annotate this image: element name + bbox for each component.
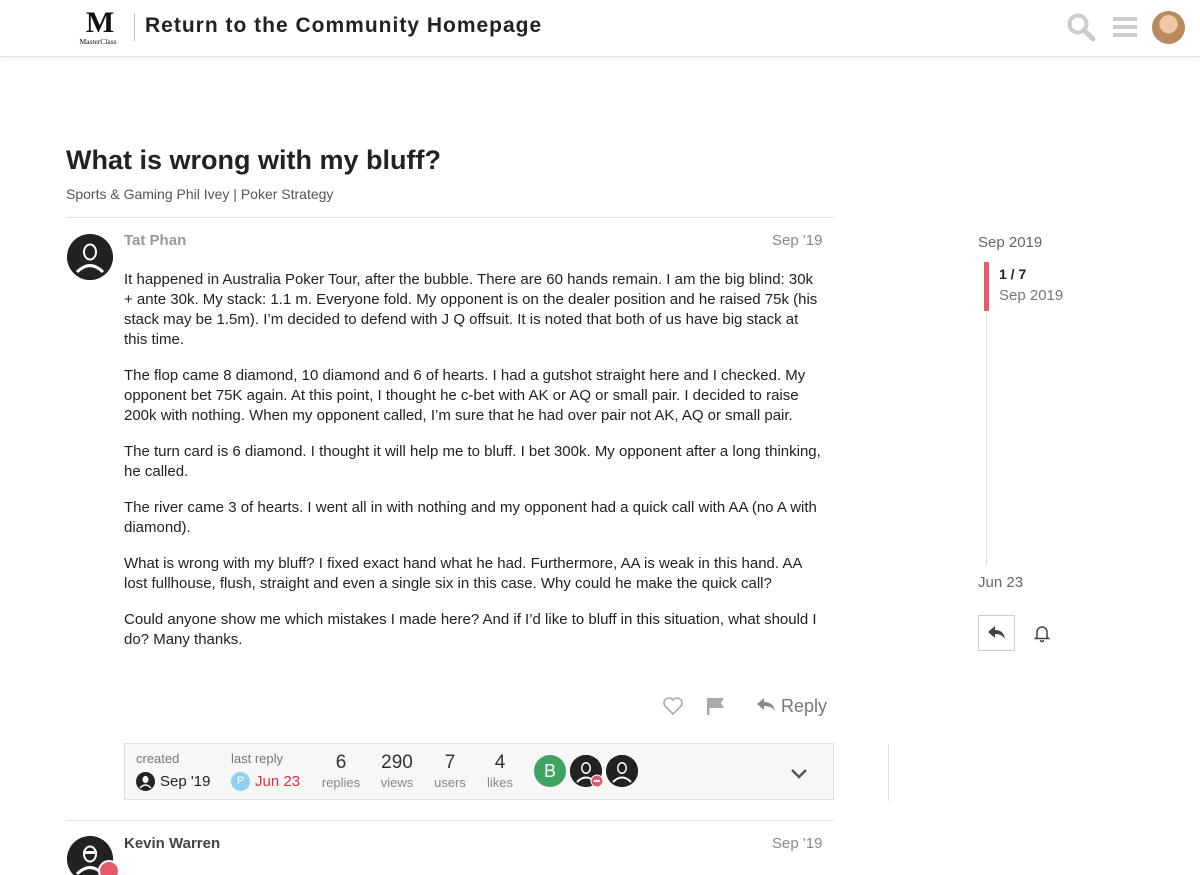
replies-count: 6 bbox=[335, 752, 347, 773]
avatar[interactable]: P bbox=[231, 772, 250, 791]
post-author[interactable]: Kevin Warren bbox=[124, 835, 221, 852]
timeline-start-date[interactable]: Sep 2019 bbox=[978, 234, 1043, 251]
avatar[interactable] bbox=[67, 234, 113, 280]
post-paragraph: The flop came 8 diamond, 10 diamond and 6 of hearts. I had a gutshot straight here and I checked. My opponent bet 75K again. At this point, I thought he c-bet with AK or AQ or small pair. I decided to raise 200k with nothing. When my opponent called, I’m sure that he had over pair not AK, AQ or small pair. bbox=[124, 367, 806, 424]
post-paragraph: The river came 3 of hearts. I went all in with nothing and my opponent had a quick call with AA (no A with diamond). bbox=[124, 499, 817, 536]
likes-count: 4 bbox=[494, 752, 506, 773]
timeline-reply-button[interactable] bbox=[978, 615, 1015, 651]
divider bbox=[888, 744, 889, 801]
return-home-link[interactable]: Return to the Community Homepage bbox=[145, 14, 543, 37]
replies-label: replies bbox=[321, 775, 361, 790]
site-header bbox=[0, 0, 1200, 57]
flag-icon[interactable] bbox=[705, 695, 727, 719]
heart-icon[interactable] bbox=[662, 695, 684, 719]
masterclass-logo[interactable] bbox=[70, 6, 126, 47]
post-date[interactable]: Sep '19 bbox=[772, 835, 823, 852]
views-count: 290 bbox=[381, 752, 413, 773]
header-divider bbox=[134, 13, 135, 41]
last-reply-date[interactable]: Jun 23 bbox=[255, 773, 301, 790]
timeline-current-date: Sep 2019 bbox=[999, 287, 1064, 304]
moderator-badge bbox=[98, 860, 120, 875]
hamburger-menu-icon[interactable] bbox=[1112, 12, 1142, 42]
users-label: users bbox=[434, 775, 466, 790]
post-paragraph: Could anyone show me which mistakes I made here? And if I’d like to bluff in this situation, what should I do? Many thanks. bbox=[124, 611, 817, 648]
views-label: views bbox=[380, 775, 414, 790]
timeline-handle[interactable] bbox=[984, 262, 989, 311]
avatar[interactable] bbox=[136, 772, 155, 791]
created-label: created bbox=[136, 751, 180, 766]
reply-icon bbox=[756, 697, 776, 713]
reply-label: Reply bbox=[781, 696, 828, 716]
avatar[interactable] bbox=[606, 755, 638, 787]
post-paragraph: What is wrong with my bluff? I fixed exact hand what he had. Furthermore, AA is weak in this hand. AA lost fullhouse, flush, straight and even a single six in this case. Why could he make the quick call? bbox=[124, 555, 802, 592]
post-date[interactable]: Sep '19 bbox=[772, 232, 823, 249]
post-body bbox=[124, 270, 824, 666]
current-user-avatar[interactable] bbox=[1152, 11, 1185, 44]
chevron-down-icon[interactable] bbox=[788, 762, 810, 784]
avatar[interactable]: B bbox=[534, 755, 566, 787]
topic-map bbox=[124, 743, 834, 800]
likes-label: likes bbox=[486, 775, 513, 790]
created-date[interactable]: Sep '19 bbox=[160, 773, 211, 790]
last-reply-label: last reply bbox=[231, 751, 284, 766]
reply-button[interactable] bbox=[756, 696, 827, 717]
topic-title[interactable]: What is wrong with my bluff? bbox=[66, 145, 441, 175]
post-author[interactable]: Tat Phan bbox=[124, 232, 187, 249]
logo-mark: M bbox=[85, 6, 111, 39]
divider bbox=[66, 217, 834, 218]
users-count: 7 bbox=[444, 752, 456, 773]
timeline-end-date[interactable]: Jun 23 bbox=[978, 574, 1024, 591]
post-paragraph: The turn card is 6 diamond. I thought it will help me to bluff. I bet 300k. My opponent after a long thinking, he called. bbox=[124, 443, 821, 480]
logo-text: MasterClass bbox=[79, 37, 117, 46]
reply-icon bbox=[979, 616, 1014, 650]
divider bbox=[66, 820, 834, 821]
bell-icon[interactable] bbox=[1031, 622, 1053, 644]
avatar[interactable] bbox=[570, 755, 602, 787]
timeline-post-count: 1 / 7 bbox=[999, 266, 1027, 282]
topic-category[interactable]: Sports & Gaming Phil Ivey | Poker Strategy bbox=[66, 186, 334, 202]
search-icon[interactable] bbox=[1066, 12, 1096, 42]
post-paragraph: It happened in Australia Poker Tour, after the bubble. There are 60 hands remain. I am the big blind: 30k + ante 30k. My stack: 1.1 m. Everyone fold. My opponent is on the dealer position and he raised 75k (his stack may be 1.5m). I’m decided to defend with J Q offsuit. It is noted that both of us have big stack at this time. bbox=[124, 271, 818, 348]
